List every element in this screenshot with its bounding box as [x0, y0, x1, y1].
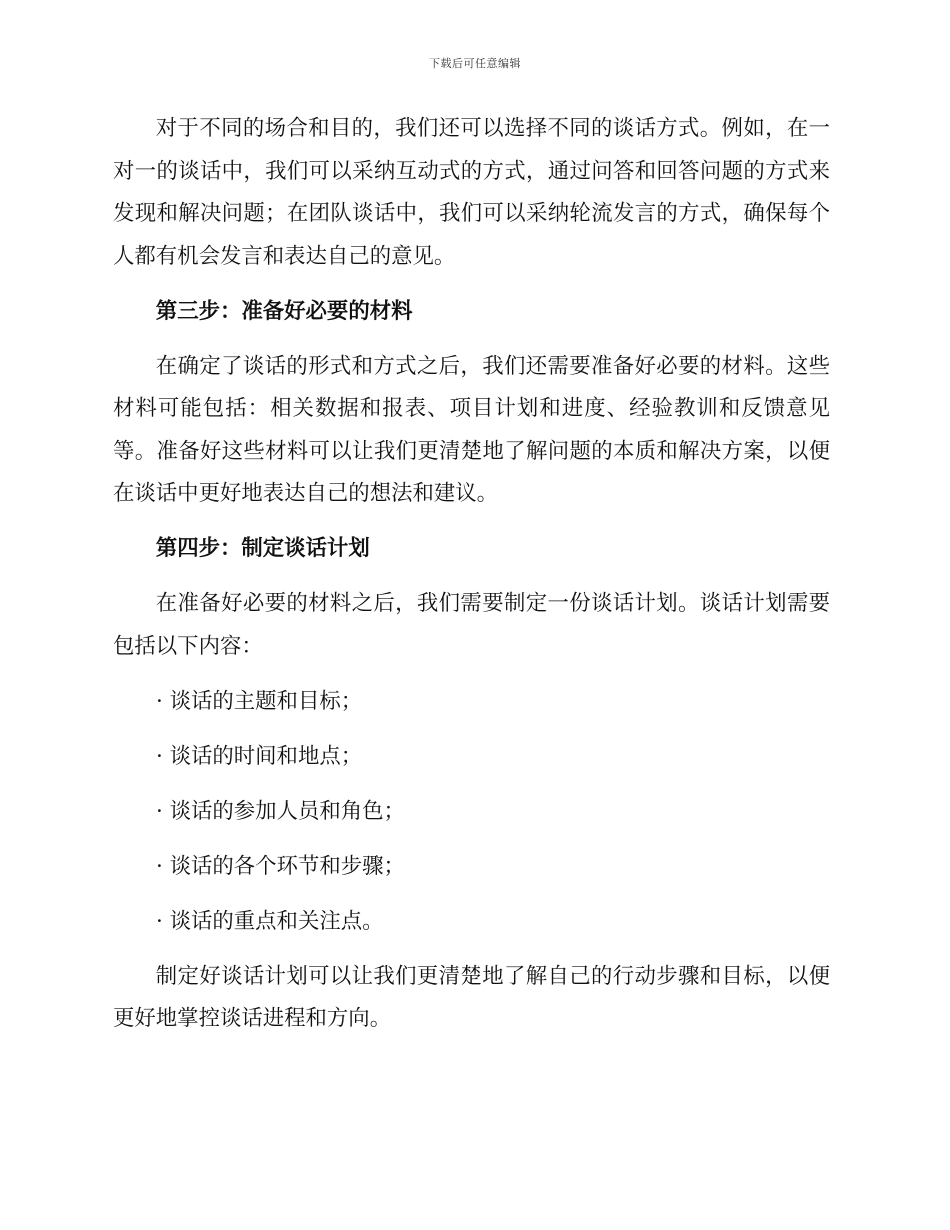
heading-step-four: 第四步：制定谈话计划: [155, 536, 370, 561]
paragraph-plan-benefits: 制定好谈话计划可以让我们更清楚地了解自己的行动步骤和目标，以便更好地掌控谈话进程和方向。: [113, 963, 830, 1031]
document-body: [113, 108, 830, 1041]
paragraph-conversation-plan: 在准备好必要的材料之后，我们需要制定一份谈话计划。谈话计划需要包括以下内容：: [113, 591, 830, 659]
list-item: · 谈话的时间和地点；: [156, 743, 363, 769]
page-header: 下载后可任意编辑: [429, 57, 521, 70]
list-item: · 谈话的参加人员和角色；: [156, 798, 405, 824]
paragraph-prepare-materials: 在确定了谈话的形式和方式之后，我们还需要准备好必要的材料。这些材料可能包括：相关数据和报表、项目计划和进度、经验教训和反馈意见等。准备好这些材料可以让我们更清楚地了解问题的本质和解决方案，以便在谈话中更好地表达自己的想法和建议。: [113, 353, 830, 506]
list-item: · 谈话的各个环节和步骤；: [156, 853, 405, 879]
heading-step-three: 第三步：准备好必要的材料: [155, 298, 413, 324]
list-item: · 谈话的重点和关注点。: [156, 908, 384, 934]
list-item: · 谈话的主题和目标；: [156, 688, 363, 714]
paragraph-conversation-methods: 对于不同的场合和目的，我们还可以选择不同的谈话方式。例如，在一对一的谈话中，我们可以采纳互动式的方式，通过问答和回答问题的方式来发现和解决问题；在团队谈话中，我们可以采纳轮流发言的方式，确保每个人都有机会发言和表达自己的意见。: [113, 116, 830, 269]
